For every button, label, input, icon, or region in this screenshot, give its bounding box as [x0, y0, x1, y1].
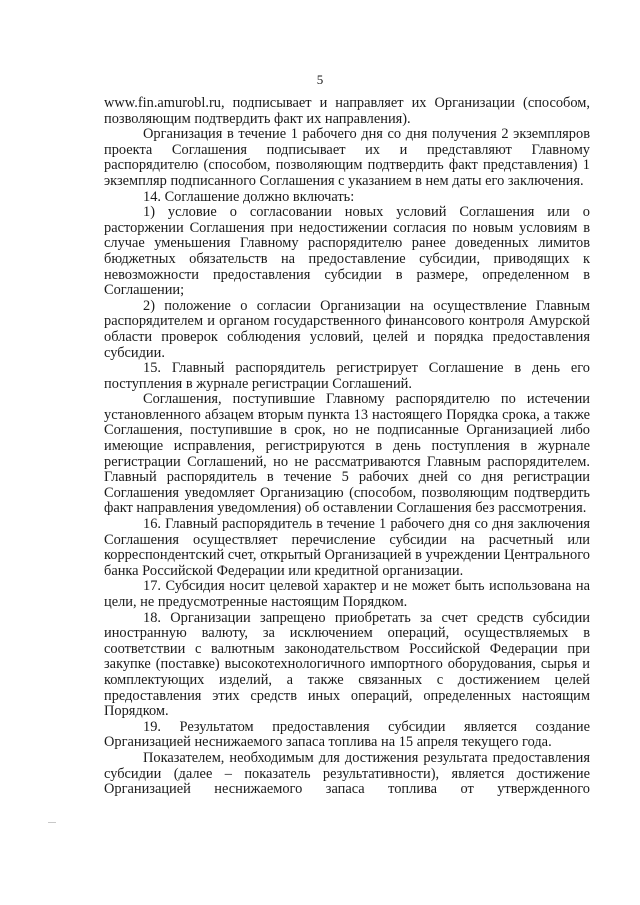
paragraph-clause-14: 14. Соглашение должно включать: — [143, 188, 355, 205]
page-number: 5 — [316, 72, 324, 87]
paragraph-clause-19: 19. Результатом предоставления субсидии является создание Организацией неснижаемого запаса топлива на 15 апреля текущего года. — [104, 718, 590, 751]
document-body — [104, 96, 590, 798]
paragraph-clause-14-item-1: 1) условие о согласовании новых условий Соглашения или о расторжении Соглашения при недостижении согласия по новым условиям в случае уменьшения Главному распорядителю ранее доведенных лимитов бюджетных обязательств на предоставление субсидии, приводящих к невозможности предоставления субсидии в размере, определенном в Соглашении; — [104, 204, 590, 299]
paragraph-continuation: www.fin.amurobl.ru, подписывает и направляет их Организации (способом, позволяющим подтвердить факт их направления). — [104, 95, 590, 127]
paragraph-clause-16: 16. Главный распорядитель в течение 1 рабочего дня со дня заключения Соглашения осуществляет перечисление субсидии на расчетный или корреспондентский счет, открытый Организацией в учреждении Центрального банка Российской Федерации или кредитной организации. — [104, 516, 590, 579]
paragraph-organization-signing: Организация в течение 1 рабочего дня со дня получения 2 экземпляров проекта Соглашения подписывает их и представляют Главному распорядителю (способом, позволяющим подтвердить факт представления) 1 экземпляр подписанного Соглашения с указанием в нем даты его заключения. — [104, 126, 590, 189]
scan-margin-mark — [48, 822, 56, 823]
paragraph-performance-indicator: Показателем, необходимым для достижения результата предоставления субсидии (далее – показатель результативности), является достижение Организацией неснижаемого запаса топлива от утвержденного — [104, 749, 590, 798]
paragraph-clause-15: 15. Главный распорядитель регистрирует Соглашение в день его поступления в журнале регистрации Соглашений. — [104, 360, 590, 392]
paragraph-clause-15-agreements: Соглашения, поступившие Главному распорядителю по истечении установленного абзацем вторым пункта 13 настоящего Порядка срока, а также Соглашения, поступившие в срок, но не подписанные Организацией либо имеющие исправления, регистрируются в день поступления в журнале регистрации Соглашений, но не рассматриваются Главным распорядителем. Главный распорядитель в течение 5 рабочих дней со дня регистрации Соглашения уведомляет Организацию (способом, позволяющим подтвердить факт направления уведомления) об оставлении Соглашения без рассмотрения. — [104, 391, 590, 517]
paragraph-clause-17: 17. Субсидия носит целевой характер и не может быть использована на цели, не предусмотренные настоящим Порядком. — [104, 578, 590, 610]
paragraph-clause-18: 18. Организации запрещено приобретать за счет средств субсидии иностранную валюту, за исключением операций, осуществляемых в соответствии с валютным законодательством Российской Федерации при закупке (поставке) высокотехнологичного импортного оборудования, сырья и комплектующих изделий, а также связанных с достижением целей предоставления этих средств иных операций, определенных настоящим Порядком. — [104, 609, 590, 720]
paragraph-clause-14-item-2: 2) положение о согласии Организации на осуществление Главным распорядителем и органом государственного финансового контроля Амурской области проверок соблюдения условий, целей и порядка предоставления субсидии. — [104, 297, 590, 361]
